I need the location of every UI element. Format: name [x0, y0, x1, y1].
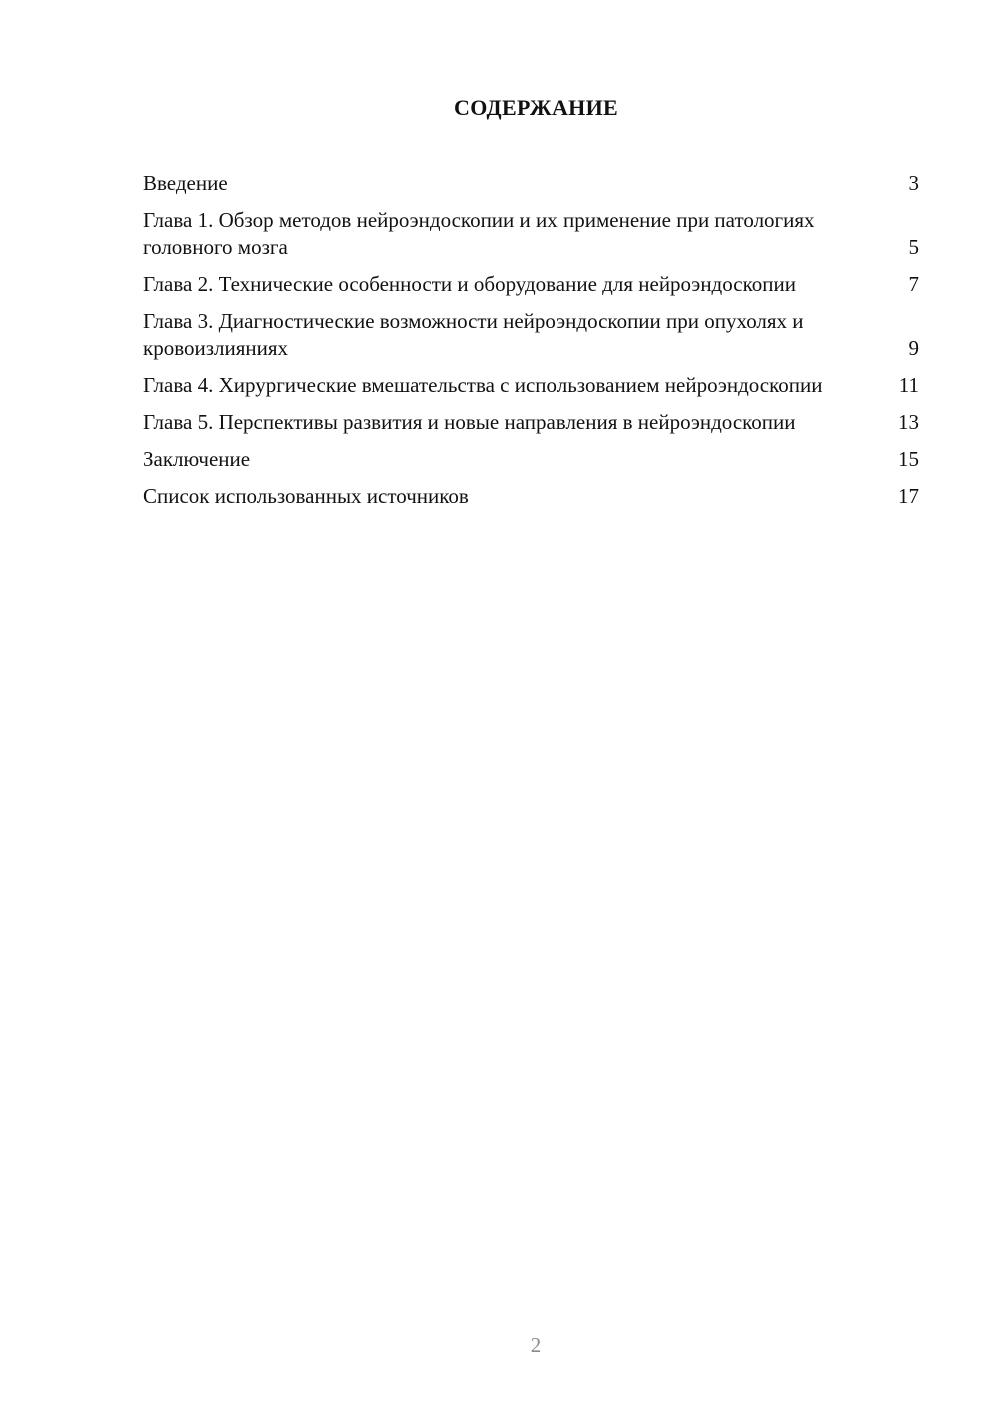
toc-entry-chapter-2: [143, 271, 919, 298]
page-number: 2: [530, 1333, 542, 1357]
toc-entry-title: Глава 5. Перспективы развития и новые направления в нейроэндоскопии: [143, 410, 796, 434]
toc-entry-conclusion: [143, 446, 919, 473]
toc-entry-page: 17: [898, 484, 919, 508]
page-title: СОДЕРЖАНИЕ: [454, 95, 618, 120]
toc-entry-title: Заключение: [143, 447, 251, 471]
table-of-contents: [143, 170, 919, 520]
toc-entry-chapter-4: [143, 372, 919, 399]
toc-entry-page: 9: [908, 336, 919, 360]
toc-entry-chapter-3: [143, 308, 919, 362]
toc-entry-chapter-5: [143, 409, 919, 436]
toc-entry-page: 5: [908, 235, 919, 259]
toc-entry-page: 13: [898, 410, 919, 434]
toc-entry-title: Глава 2. Технические особенности и оборудование для нейроэндоскопии: [143, 272, 796, 296]
toc-entry-chapter-1: [143, 207, 919, 261]
toc-entry-title: Глава 1. Обзор методов нейроэндоскопии и их применение при патологиях головного мозга: [143, 208, 815, 259]
toc-entry-page: 11: [898, 373, 919, 397]
toc-entry-title: Глава 3. Диагностические возможности нейроэндоскопии при опухолях и кровоизлияниях: [143, 309, 804, 360]
toc-entry-references: [143, 483, 919, 510]
toc-entry-title: Список использованных источников: [143, 484, 469, 508]
toc-entry-title: Глава 4. Хирургические вмешательства с использованием нейроэндоскопии: [143, 373, 823, 397]
toc-entry-page: 3: [908, 171, 919, 195]
toc-entry-page: 15: [898, 447, 919, 471]
toc-entry-introduction: [143, 170, 919, 197]
toc-entry-page: 7: [908, 272, 919, 296]
toc-entry-title: Введение: [143, 171, 228, 195]
